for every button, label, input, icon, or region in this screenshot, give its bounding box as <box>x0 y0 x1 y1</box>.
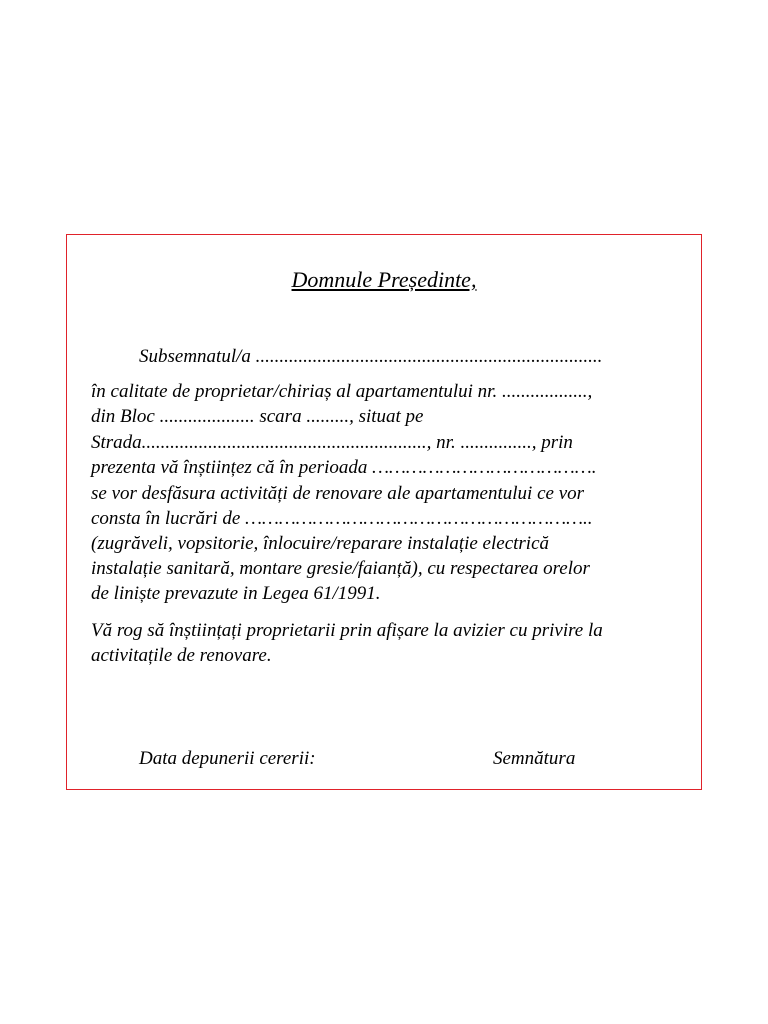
works-examples-line-1: (zugrăveli, vopsitorie, înlocuire/reparare instalație electrică <box>91 533 550 554</box>
ownership-line: în calitate de proprietar/chiriaș al apartamentului nr. .................., <box>91 381 593 402</box>
street-line: Strada............................................................, nr. ..............., prin <box>91 432 573 453</box>
works-line: consta în lucrări de …………………………………………………….. <box>91 508 593 529</box>
form-title <box>67 267 701 293</box>
building-line: din Bloc .................... scara ........., situat pe <box>91 406 424 427</box>
renovation-line: se vor desfăsura activități de renovare ale apartamentului ce vor <box>91 483 585 504</box>
signature-label: Semnătura <box>493 748 576 769</box>
law-line: de liniște prevazute in Legea 61/1991. <box>91 583 381 604</box>
works-examples-line-2: instalație sanitară, montare gresie/faianță), cu respectarea orelor <box>91 558 590 579</box>
form-title-text: Domnule Președinte, <box>291 267 477 292</box>
request-line-1: Vă rog să înștiințați proprietarii prin afișare la avizier cu privire la <box>91 620 603 641</box>
submission-date-label: Data depunerii cererii: <box>139 748 316 769</box>
request-form-box <box>66 234 702 790</box>
name-line: Subsemnatul/a ......................................................................... <box>139 346 603 367</box>
period-line: prezenta vă înștiințez că în perioada …………………………………. <box>91 457 597 478</box>
request-line-2: activitațile de renovare. <box>91 645 272 666</box>
